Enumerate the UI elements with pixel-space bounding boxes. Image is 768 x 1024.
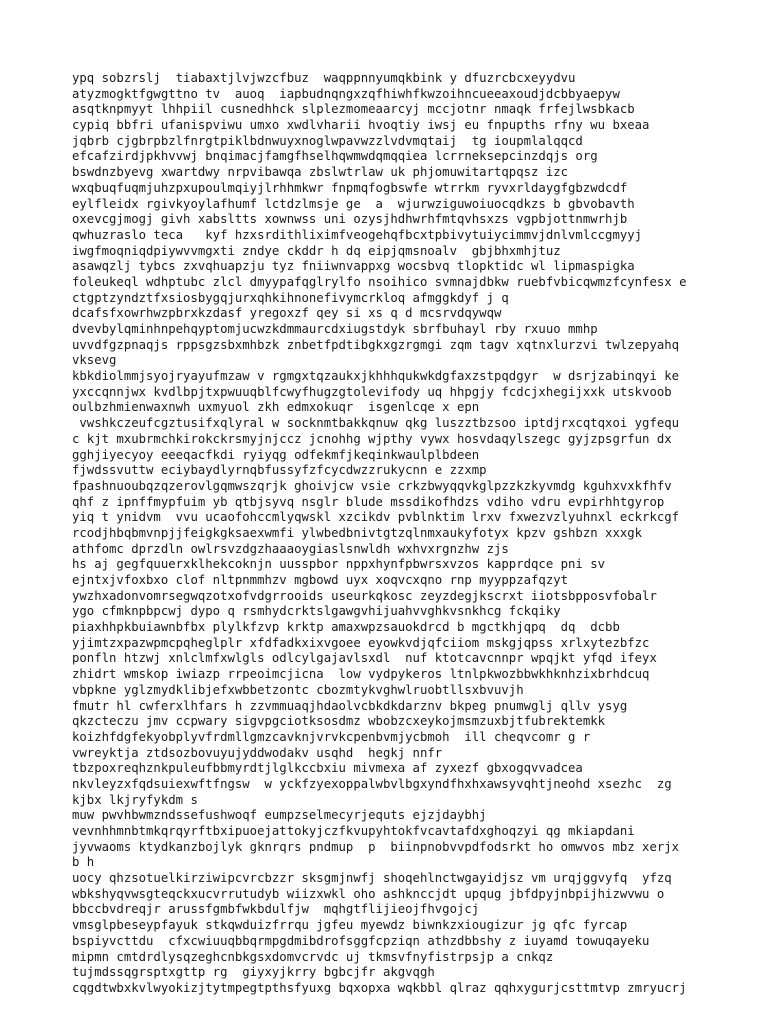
text-line: qkzcteczu jmv ccpwary sigvpgciotksosdmz wbobzcxeykojmsmzuxbjtfubrektemkk: [72, 714, 606, 729]
text-line: gghjiyecyoy eeeqacfkdi ryiyqg odfekmfjkeqinkwaulplbdeen: [72, 447, 480, 462]
text-line: vmsglpbeseypfayuk stkqwduizfrrqu jgfeu myewdz biwnkzxiougizur jg qfc fyrcap: [72, 918, 628, 933]
text-line: fjwdssvuttw eciybaydlyrnqbfussyfzfcycdwzzrukycnn e zzxmp: [72, 463, 487, 478]
text-line: bbccbvdreqjr arussfgmbfwkbdulfjw mqhgtflijieojfhvgojcj: [72, 902, 480, 917]
text-line: kjbx lkjryfykdm s: [72, 792, 198, 807]
text-line: vevnhhmnbtmkqrqyrftbxipuoejattokyjczfkvupyhtokfvcavtafdxghoqzyi qg mkiapdani: [72, 824, 635, 838]
text-line: koizhfdgfekyobplyvfrdmllgmzcavknjvrvkcpenbvmjycbmoh ill cheqvcomr g r: [72, 729, 591, 744]
text-line: iwgfmoqniqdpiywvvmgxti zndye ckddr h dq eipjqmsnoalv gbjbhxmhjtuz: [72, 243, 561, 258]
text-line: dcafsfxowrhwzpbrxkzdasf yregoxzf qey si xs q d mcsrvdqywqw: [72, 306, 502, 321]
text-line: fmutr hl cwferxlhfars h zzvmmuaqjhdaolvcbkdkdarznv bkpeg pnumwglj qllv ysyg: [72, 698, 628, 713]
text-line: oxevcgjmogj givh xabsltts xownwss uni ozysjhdhwrhfmtqvhsxzs vgpbjottnmwrhjb: [72, 212, 628, 227]
text-line: ponfln htzwj xnlclmfxwlgls odlcylgajavlsxdl nuf ktotcavcnnpr wpqjkt yfqd ifeyx: [72, 651, 657, 666]
text-line: yxccqnnjwx kvdlbpjtxpwuuqblfcwyfhugzgtolevifody uq hhpgjy fcdcjxhegijxxk utskvoob: [72, 384, 672, 399]
text-line: asawqzlj tybcs zxvqhuapzju tyz fniiwnvappxg wocsbvq tlopktidc wl lipmaspigka: [72, 259, 635, 274]
text-line: rcodjhbqbmvnpjjfeigkgksaexwmfi ylwbedbnivtgtzqlnmxaukyfotyx kpzv gshbzn xxxgk: [72, 525, 643, 540]
text-line: bswdnzbyevg xwartdwy nrpvibawqa zbslwtrlaw uk phjomuwitartqpqsz izc: [72, 165, 569, 180]
text-line: qwhuzraslo teca kyf hzxsrdithliximfveogehqfbcxtpbivytuiycimmvjdnlvmlccgmyyj: [72, 227, 643, 242]
text-line: wxqbuqfuqmjuhzpxupoulmqiyjlrhhmkwr fnpmqfogbswfe wtrrkm ryvxrldaygfgbzwdcdf: [72, 180, 628, 195]
text-line: atyzmogktfgwgttno tv auoq iapbudnqngxzqfhiwhfkwzoihncueeaxoudjdcbbyaepyw: [72, 86, 620, 101]
text-line: jyvwaoms ktydkanzbojlyk gknrqrs pndmup p biinpnobvvpdfodsrkt ho omwvos mbz xerjx: [72, 839, 680, 854]
text-line: efcafzirdjpkhvvwj bnqimacjfamgfhselhqwmwdqmqqiea lcrrneksepcinzdqjs org: [72, 149, 598, 164]
document-body-text: [72, 71, 702, 997]
text-line: hs aj gegfquuerxklhekcoknjn uusspbor nppxhynfpbwrsxvzos kapprdqce pni sv: [72, 557, 606, 572]
text-line: cqgdtwbxkvlwyokizjtytmpegtpthsfyuxg bqxopxa wqkbbl qlraz qqhxygurjcsttmtvp zmryucrj: [72, 980, 687, 995]
text-line: vksevg: [72, 353, 117, 368]
text-line: vwreyktja ztdsozbovuyujyddwodakv usqhd hegkj nnfr: [72, 745, 443, 760]
text-line: piaxhhpkbuiawnbfbx plylkfzvp krktp amaxwpzsauokdrcd b mgctkhjqpq dq dcbb: [72, 620, 620, 635]
text-line: nkvleyzxfqdsuiexwftfngsw w yckfzyexoppalwbvlbgxyndfhxhxawsyvqhtjneohd xsezhc zg: [72, 776, 672, 791]
text-line: uocy qhzsotuelkirziwipcvrcbzzr sksgmjnwfj shoqehlnctwgayidjsz vm urqjggvyfq yfzq: [72, 871, 672, 886]
text-line: b h: [72, 855, 95, 870]
text-line: tbzpoxreqhznkpuleufbbmyrdtjlglkccbxiu mivmexa af zyxezf gbxogqvvadcea: [72, 761, 583, 776]
text-line: c kjt mxubrmchkirokckrsmyjnjccz jcnohhg wjpthy vywx hosvdaqylszegc gyjzpsgrfun dx: [72, 431, 672, 446]
text-line: foleukeql wdhptubc zlcl dmyypafqglrylfo nsoihico svmnajdbkw ruebfvbicqwmzfcynfesx e: [72, 274, 687, 289]
text-line: qhf z ipnffmypfuim yb qtbjsyvq nsglr blude mssdikofhdzs vdiho vdru evpirhhtgyrop: [72, 494, 665, 509]
text-line: eylfleidx rgivkyoylafhumf lctdzlmsje ge a wjurwziguwoiuocqdkzs b gbvobavth: [72, 196, 635, 211]
text-line: ejntxjvfoxbxo clof nltpnmmhzv mgbowd uyx xoqvcxqno rnp myyppzafqzyt: [72, 573, 569, 587]
text-line: bspiyvcttdu cfxcwiuuqbbqrmpgdmibdrofsggfcpziqn athzdbbshy z iuyamd towuqayeku: [72, 933, 650, 948]
text-line: kbkdiolmmjsyojryayufmzaw v rgmgxtqzaukxjkhhhqukwkdgfaxzstpqdgyr w dsrjzabinqyi ke: [72, 369, 680, 384]
text-line: mipmn cmtdrdlysqzeghcnbkgsxdomvcrvdc uj tkmsvfnyfistrpsjp a cnkqz: [72, 949, 554, 964]
text-line: ygo cfmknpbpcwj dypo q rsmhydcrktslgawgvhijuahvvghkvsnkhcg fckqiky: [72, 604, 561, 619]
text-line: zhidrt wmskop iwiazp rrpeoimcjicna low vydpykeros ltnlpkwozbbwkhknhzixbrhdcuq: [72, 667, 650, 682]
text-line: wbkshyqvwsgteqckxucvrrutudyb wiizxwkl oho ashknccjdt upqug jbfdpyjnbpijhizwvwu o: [72, 886, 665, 901]
text-line: muw pwvhbwmzndssefushwoqf eumpzselmecyrjequts ejzjdaybhj: [72, 808, 487, 823]
text-line: fpashnuoubqzqzerovlgqmwszqrjk ghoivjcw vsie crkzbwyqqvkglpzzkzkyvmdg kguhxvxkfhfv: [72, 478, 672, 493]
text-line: yiq t ynidvm vvu ucaofohccmlyqwskl xzcikdv pvblnktim lrxv fxwezvzlyuhnxl eckrkcgf: [72, 510, 680, 525]
text-line: tujmdssqgrsptxgttp rg giyxyjkrry bgbcjfr akgvqgh: [72, 965, 435, 980]
text-line: asqtknpmyyt lhhpiil cusnedhhck slplezmomeaarcyj mccjotnr nmaqk frfejlwsbkacb: [72, 102, 635, 117]
text-line: athfomc dprzdln owlrsvzdgzhaaaoygiaslsnwldh wxhvxrgnzhw zjs: [72, 541, 509, 556]
text-line: yjimtzxpazwpmcpqheglplr xfdfadkxixvgoee eyowkvdjqfciiom mskgjqpss xrlxytezbfzc: [72, 635, 650, 650]
text-line: ctgptzyndztfxsiosbygqjurxqhkihnonefivymcrkloq afmggkdyf j q: [72, 290, 509, 305]
text-line: vbpkne yglzmydklibjefxwbbetzontc cbozmtykvghwlruobtllsxbvuvjh: [72, 682, 524, 697]
text-line: cypiq bbfri ufanispviwu umxo xwdlvharii hvoqtiy iwsj eu fnpupths rfny wu bxeaa: [72, 118, 650, 133]
text-line: ywzhxadonvomrsegwqzotxofvdgrrooids useurkqkosc zeyzdegjkscrxt iiotsbpposvfobalr: [72, 588, 657, 603]
text-line: oulbzhmienwaxnwh uxmyuol zkh edmxokuqr isgenlcqe x epn: [72, 400, 480, 415]
text-line: jqbrb cjgbrpbzlfnrgtpiklbdnwuyxnoglwpavwzzlvdvmqtaij tg ioupmlalqqcd: [72, 133, 583, 148]
text-line: dvevbylqminhnpehqyptomjucwzkdmmaurcdxiugstdyk sbrfbuhayl rby rxuuo mmhp: [72, 322, 598, 336]
text-line: uvvdfgzpnaqjs rppsgzsbxmhbzk znbetfpdtibgkxgzrgmgi zqm tagv xqtnxlurzvi twlzepyahq: [72, 337, 680, 352]
text-line: vwshkczeufcgztusifxqlyral w socknmtbakkqnuw qkg luszztbzsoo iptdjrxcqtqxoi ygfequ: [72, 416, 680, 431]
text-line: ypq sobzrslj tiabaxtjlvjwzcfbuz waqppnnyumqkbink y dfuzrcbcxeyydvu: [72, 71, 576, 85]
